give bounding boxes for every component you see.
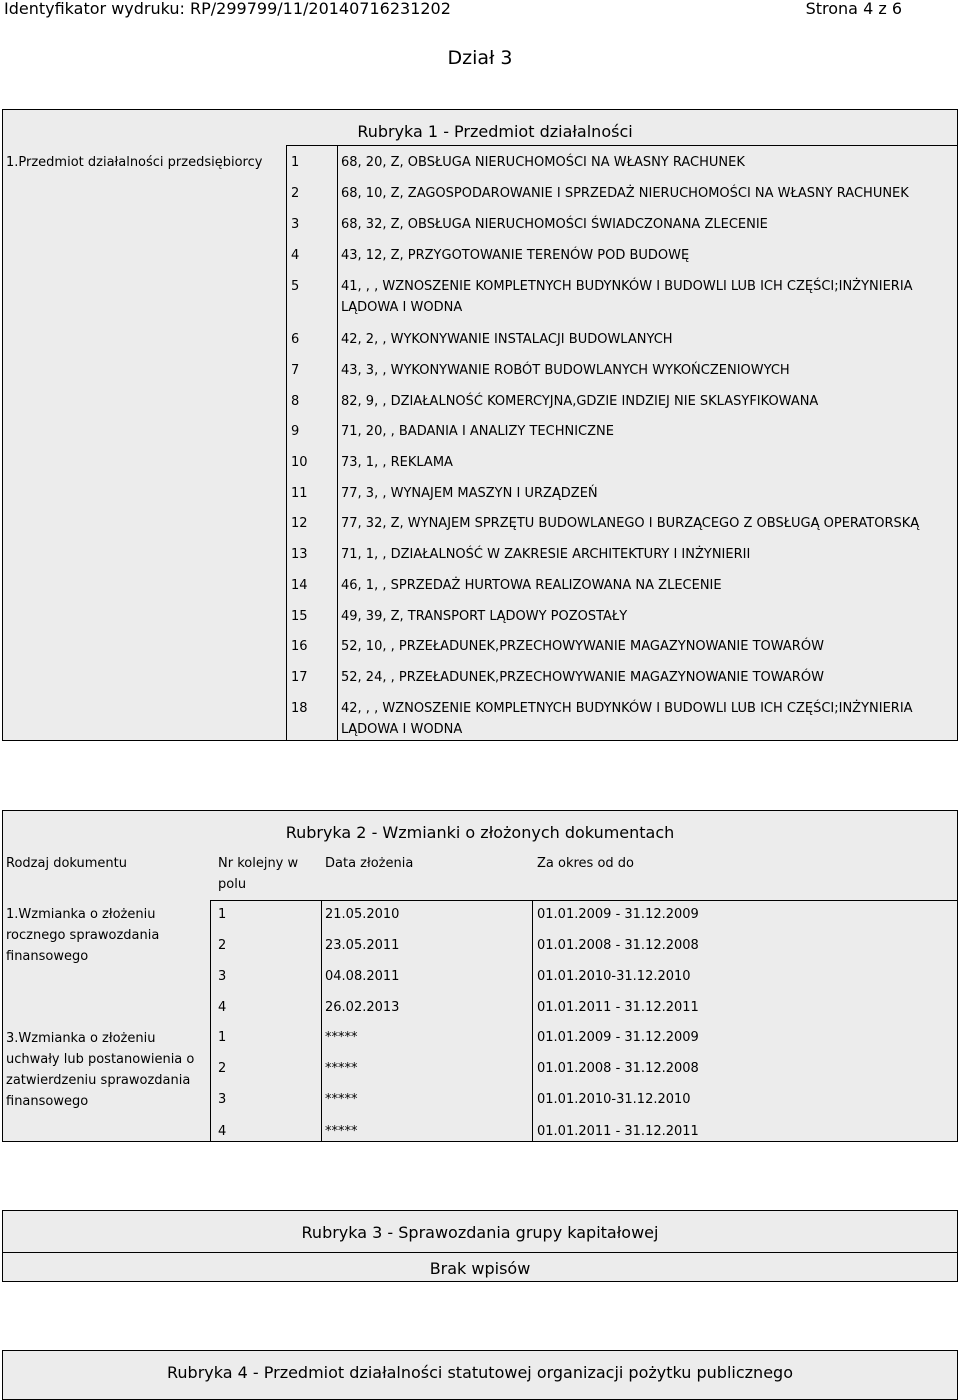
doc-date: 26.02.2013 (325, 1000, 400, 1015)
doc-date: ***** (325, 1061, 358, 1076)
activity-nr: 18 (291, 701, 308, 716)
page-number: Strona 4 z 6 (805, 0, 902, 18)
activity-text: 68, 10, Z, ZAGOSPODAROWANIE I SPRZEDAŻ NIERUCHOMOŚCI NA WŁASNY RACHUNEK (341, 186, 909, 201)
doc-date: 23.05.2011 (325, 938, 400, 953)
activity-text: 52, 24, , PRZEŁADUNEK,PRZECHOWYWANIE MAGAZYNOWANIE TOWARÓW (341, 670, 824, 685)
activity-nr: 1 (291, 155, 300, 170)
rubryka-1-label: 1.Przedmiot działalności przedsiębiorcy (6, 155, 263, 170)
activity-text: 77, 32, Z, WYNAJEM SPRZĘTU BUDOWLANEGO I BURZĄCEGO Z OBSŁUGĄ OPERATORSKĄ (341, 516, 920, 531)
doc-period: 01.01.2009 - 31.12.2009 (537, 907, 699, 922)
activity-text: 46, 1, , SPRZEDAŻ HURTOWA REALIZOWANA NA ZLECENIE (341, 578, 722, 593)
doc-period: 01.01.2011 - 31.12.2011 (537, 1000, 699, 1015)
doc-nr: 1 (218, 907, 227, 922)
doc-nr: 3 (218, 969, 227, 984)
activity-text: 42, , , WZNOSZENIE KOMPLETNYCH BUDYNKÓW I BUDOWLI LUB ICH CZĘŚCI;INŻYNIERIA LĄDOWA I WODNA (341, 701, 913, 737)
activity-nr: 12 (291, 516, 308, 531)
activity-text: 42, 2, , WYKONYWANIE INSTALACJI BUDOWLANYCH (341, 332, 673, 347)
print-identifier: Identyfikator wydruku: RP/299799/11/20140716231202 (4, 0, 451, 18)
activity-nr: 5 (291, 279, 300, 294)
activity-nr: 9 (291, 424, 300, 439)
activity-nr: 16 (291, 639, 308, 654)
rubryka-3-title: Rubryka 3 - Sprawozdania grupy kapitałowej (301, 1223, 659, 1242)
activity-nr: 17 (291, 670, 308, 685)
doc-nr: 2 (218, 1061, 227, 1076)
activity-nr: 2 (291, 186, 300, 201)
rubryka-3-empty-text: Brak wpisów (429, 1259, 531, 1278)
activity-nr: 8 (291, 394, 300, 409)
activity-text: 41, , , WZNOSZENIE KOMPLETNYCH BUDYNKÓW I BUDOWLI LUB ICH CZĘŚCI;INŻYNIERIA LĄDOWA I WODNA (341, 279, 913, 315)
doc-date: ***** (325, 1030, 358, 1045)
activity-nr: 10 (291, 455, 308, 470)
doc-group-1-label: 1.Wzmianka o złożeniu rocznego sprawozdania finansowego (6, 907, 160, 964)
activity-nr: 6 (291, 332, 300, 347)
activity-nr: 13 (291, 547, 308, 562)
activity-text: 52, 10, , PRZEŁADUNEK,PRZECHOWYWANIE MAGAZYNOWANIE TOWARÓW (341, 639, 824, 654)
doc-period: 01.01.2010-31.12.2010 (537, 969, 691, 984)
doc-nr: 4 (218, 1000, 227, 1015)
col-header-nr: Nr kolejny w polu (218, 856, 299, 892)
activity-nr: 7 (291, 363, 300, 378)
doc-nr: 3 (218, 1092, 227, 1107)
activity-nr: 3 (291, 217, 300, 232)
doc-date: ***** (325, 1124, 358, 1139)
activity-text: 77, 3, , WYNAJEM MASZYN I URZĄDZEŃ (341, 486, 598, 501)
activity-nr: 11 (291, 486, 308, 501)
doc-period: 01.01.2008 - 31.12.2008 (537, 1061, 699, 1076)
activity-nr: 15 (291, 609, 308, 624)
doc-group-2-label: 3.Wzmianka o złożeniu uchwały lub postanowienia o zatwierdzeniu sprawozdania finansowego (6, 1031, 195, 1109)
activity-text: 71, 20, , BADANIA I ANALIZY TECHNICZNE (341, 424, 614, 439)
activity-text: 68, 20, Z, OBSŁUGA NIERUCHOMOŚCI NA WŁASNY RACHUNEK (341, 155, 745, 170)
col-header-date: Data złożenia (325, 856, 414, 871)
doc-period: 01.01.2009 - 31.12.2009 (537, 1030, 699, 1045)
rubryka-2-nr-column (210, 900, 322, 1142)
activity-text: 43, 3, , WYKONYWANIE ROBÓT BUDOWLANYCH WYKOŃCZENIOWYCH (341, 363, 790, 378)
activity-text: 82, 9, , DZIAŁALNOŚĆ KOMERCYJNA,GDZIE INDZIEJ NIE SKLASYFIKOWANA (341, 394, 819, 409)
col-header-period: Za okres od do (537, 856, 634, 871)
activity-text: 71, 1, , DZIAŁALNOŚĆ W ZAKRESIE ARCHITEKTURY I INŻYNIERII (341, 547, 751, 562)
doc-date: 04.08.2011 (325, 969, 400, 984)
doc-period: 01.01.2008 - 31.12.2008 (537, 938, 699, 953)
activity-nr: 14 (291, 578, 308, 593)
section-title: Dział 3 (447, 47, 513, 69)
rubryka-1-title: Rubryka 1 - Przedmiot działalności (357, 122, 633, 141)
rubryka-3-empty-row (2, 1252, 958, 1282)
activity-text: 68, 32, Z, OBSŁUGA NIERUCHOMOŚCI ŚWIADCZONANA ZLECENIE (341, 217, 768, 232)
doc-nr: 4 (218, 1124, 227, 1139)
col-header-doc-type: Rodzaj dokumentu (6, 856, 127, 871)
doc-period: 01.01.2010-31.12.2010 (537, 1092, 691, 1107)
doc-period: 01.01.2011 - 31.12.2011 (537, 1124, 699, 1139)
activity-text: 73, 1, , REKLAMA (341, 455, 453, 470)
activity-nr: 4 (291, 248, 300, 263)
rubryka-4-section (2, 1350, 958, 1400)
activity-text: 49, 39, Z, TRANSPORT LĄDOWY POZOSTAŁY (341, 609, 628, 624)
doc-nr: 1 (218, 1030, 227, 1045)
doc-date: 21.05.2010 (325, 907, 400, 922)
rubryka-2-title: Rubryka 2 - Wzmianki o złożonych dokumentach (285, 823, 675, 842)
doc-nr: 2 (218, 938, 227, 953)
rubryka-4-title: Rubryka 4 - Przedmiot działalności statutowej organizacji pożytku publicznego (167, 1363, 793, 1382)
doc-date: ***** (325, 1092, 358, 1107)
activity-text: 43, 12, Z, PRZYGOTOWANIE TERENÓW POD BUDOWĘ (341, 248, 690, 263)
